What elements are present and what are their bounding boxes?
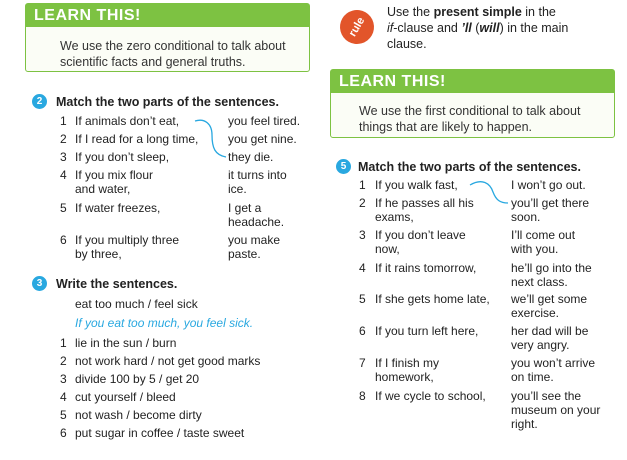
ex5-item-1-first: If you walk fast,: [375, 178, 458, 192]
ex5-item-8-number: 8: [359, 389, 366, 403]
ex5-item-7-number: 7: [359, 356, 366, 370]
ex5-item-6-second-cont: very angry.: [511, 338, 570, 352]
ex2-item-4-first: If you mix flour: [75, 168, 154, 182]
ex5-item-3-second-cont: with you.: [511, 242, 559, 256]
ex2-item-6-first: If you multiply three: [75, 233, 180, 247]
ex2-item-6-first-cont: by three,: [75, 247, 122, 261]
ex3-item-3-number: 3: [60, 372, 67, 386]
rule-bold3: will: [479, 21, 500, 35]
right-learn-heading: LEARN THIS!: [331, 70, 614, 93]
ex2-item-2-first: If I read for a long time,: [75, 132, 199, 146]
ex5-item-3-second: I’ll come out: [511, 228, 576, 242]
ex2-item-4-second-cont: ice.: [228, 182, 247, 196]
ex5-item-7-second: you won’t arrive: [511, 356, 596, 370]
ex3-item-4-text: cut yourself / bleed: [75, 390, 176, 404]
ex5-item-8-second-cont2: right.: [511, 417, 538, 431]
ex2-item-5-number: 5: [60, 201, 67, 215]
ex5-item-8-first: If we cycle to school,: [375, 389, 486, 403]
rule-badge: rule: [334, 4, 380, 50]
ex3-item-6-number: 6: [60, 426, 67, 440]
ex5-item-6-number: 6: [359, 324, 366, 338]
ex5-item-7-first: If I finish my: [375, 356, 440, 370]
ex2-item-3-second: they die.: [228, 150, 274, 164]
rule-mid4: ) in the main: [499, 21, 569, 35]
ex2-item-4-second: it turns into: [228, 168, 287, 182]
ex2-item-5-second: I get a: [228, 201, 262, 215]
ex5-item-1-second: I won’t go out.: [511, 178, 586, 192]
ex3-item-1-text: lie in the sun / burn: [75, 336, 177, 350]
left-learn-line1: We use the zero conditional to talk about: [60, 39, 286, 53]
ex3-item-3-text: divide 100 by 5 / get 20: [75, 372, 200, 386]
right-learn-line2: things that are likely to happen.: [359, 120, 533, 134]
ex3-example-prompt: eat too much / feel sick: [75, 297, 198, 311]
ex2-item-3-first: If you don’t sleep,: [75, 150, 170, 164]
ex5-item-3-number: 3: [359, 228, 366, 242]
ex5-item-4-second-cont: next class.: [511, 275, 568, 289]
ex2-item-6-number: 6: [60, 233, 67, 247]
ex2-item-4-first-cont: and water,: [75, 182, 131, 196]
ex5-item-8-second-cont: museum on your: [511, 403, 601, 417]
ex5-item-2-first: If he passes all his: [375, 196, 474, 210]
ex3-example-answer: If you eat too much, you feel sick.: [75, 316, 254, 330]
ex3-item-2-number: 2: [60, 354, 67, 368]
left-learn-heading: LEARN THIS!: [26, 4, 309, 27]
ex2-item-4-number: 4: [60, 168, 67, 182]
ex5-item-8-second: you’ll see the: [511, 389, 582, 403]
ex2-item-2-number: 2: [60, 132, 67, 146]
left-learn-line2: scientific facts and general truths.: [60, 55, 246, 69]
ex5-item-3-first-cont: now,: [375, 242, 400, 256]
ex5-item-2-second: you’ll get there: [511, 196, 590, 210]
rule-italic1: if: [387, 21, 394, 35]
ex5-item-6-second: her dad will be: [511, 324, 589, 338]
ex2-item-1-number: 1: [60, 114, 67, 128]
ex5-item-6-first: If you turn left here,: [375, 324, 479, 338]
ex5-item-2-number: 2: [359, 196, 366, 210]
ex3-item-6-text: put sugar in coffee / taste sweet: [75, 426, 245, 440]
right-learn-line1: We use the first conditional to talk about: [359, 104, 581, 118]
ex2-item-6-second-cont: paste.: [228, 247, 261, 261]
rule-bold2: ’ll: [461, 21, 472, 35]
ex3-item-4-number: 4: [60, 390, 67, 404]
ex2-item-6-second: you make: [228, 233, 281, 247]
ex5-item-5-second: we’ll get some: [511, 292, 588, 306]
ex5-item-2-second-cont: soon.: [511, 210, 541, 224]
ex2-item-1-first: If animals don’t eat,: [75, 114, 180, 128]
ex2-item-2-second: you get nine.: [228, 132, 297, 146]
ex5-item-3-first: If you don’t leave: [375, 228, 466, 242]
exercise-5-badge: 5: [336, 159, 351, 174]
exercise-2-badge: 2: [32, 94, 47, 109]
ex5-item-7-first-cont: homework,: [375, 370, 434, 384]
ex3-item-1-number: 1: [60, 336, 67, 350]
rule-pre: Use the: [387, 5, 434, 19]
ex2-item-5-first: If water freezes,: [75, 201, 161, 215]
exercise-3-badge: 3: [32, 276, 47, 291]
ex3-item-5-text: not wash / become dirty: [75, 408, 202, 422]
ex5-item-2-first-cont: exams,: [375, 210, 414, 224]
ex5-item-5-second-cont: exercise.: [511, 306, 560, 320]
ex5-item-4-first: If it rains tomorrow,: [375, 261, 477, 275]
ex5-item-5-first: If she gets home late,: [375, 292, 490, 306]
ex5-item-1-number: 1: [359, 178, 366, 192]
rule-mid3: (: [471, 21, 480, 35]
ex5-item-4-number: 4: [359, 261, 366, 275]
ex3-item-2-text: not work hard / not get good marks: [75, 354, 261, 368]
rule-line3: clause.: [387, 37, 427, 51]
exercise-3-title: Write the sentences.: [56, 277, 178, 291]
ex5-item-7-second-cont: on time.: [511, 370, 554, 384]
ex2-item-3-number: 3: [60, 150, 67, 164]
ex2-item-1-second: you feel tired.: [228, 114, 301, 128]
exercise-2-title: Match the two parts of the sentences.: [56, 95, 279, 109]
ex5-item-4-second: he’ll go into the: [511, 261, 592, 275]
ex3-item-5-number: 5: [60, 408, 67, 422]
rule-mid2: -clause and: [393, 21, 462, 35]
ex5-item-5-number: 5: [359, 292, 366, 306]
rule-bold1: present simple: [433, 5, 522, 19]
exercise-5-title: Match the two parts of the sentences.: [358, 160, 581, 174]
ex2-item-5-second-cont: headache.: [228, 215, 285, 229]
rule-mid1: in the: [521, 5, 556, 19]
